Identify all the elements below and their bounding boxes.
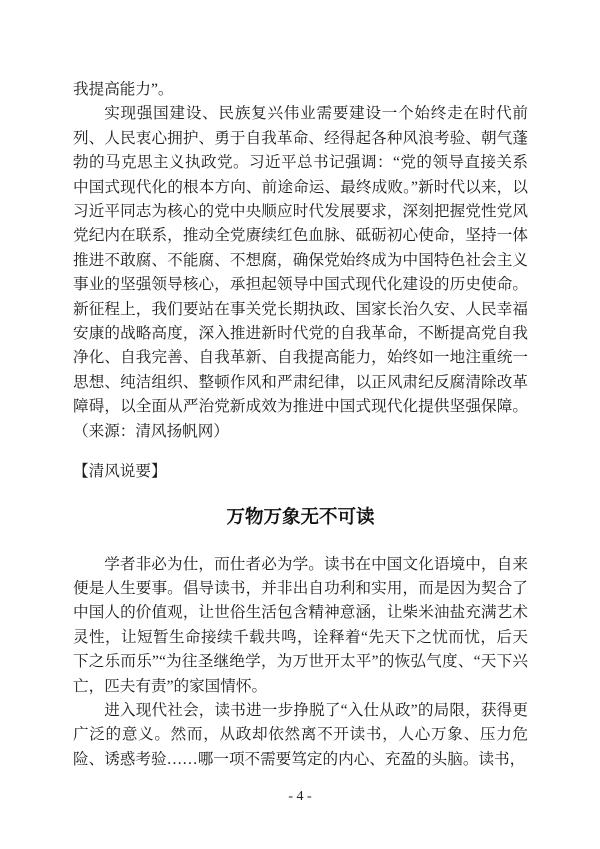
paragraph-modern-society: 进入现代社会，读书进一步挣脱了“入仕从政”的局限，获得更广泛的意义。然而，从政却依然离不开读书，人心万象、压力危险、诱惑考验……哪一项不需要笃定的内心、充盈的头脑。读书， bbox=[73, 701, 528, 768]
article-title: 万物万象无不可读 bbox=[226, 507, 375, 528]
paragraph-reading-culture: 学者非必为仕，而仕者必为学。读书在中国文化语境中，自来便是人生要事。倡导读书，并非出自功利和实用，而是因为契合了中国人的价值观，让世俗生活包含精神意涵，让柴米油盐充满艺术灵性，让短暂生命接续千载共鸣，诠释着“先天下之忧而忧，后天下之乐而乐”“为往圣继绝学，为万世开太平”的恢弘气度、“天下兴亡，匹夫有责”的家国情怀。 bbox=[73, 555, 528, 695]
page-number: - 4 - bbox=[288, 789, 312, 804]
page-body bbox=[73, 78, 528, 772]
paragraph-party-building: 实现强国建设、民族复兴伟业需要建设一个始终走在时代前列、人民衷心拥护、勇于自我革命、经得起各种风浪考验、朝气蓬勃的马克思主义执政党。习近平总书记强调：“党的领导直接关系中国式现代化的根本方向、前途命运、最终成败。”新时代以来，以习近平同志为核心的党中央顺应时代发展要求，深刻把握党性党风党纪内在联系，推动全党赓续红色血脉、砥砺初心使命，坚持一体推进不敢腐、不能腐、不想腐，确保党始终成为中国特色社会主义事业的坚强领导核心，承担起领导中国式现代化建设的历史使命。新征程上，我们要站在事关党长期执政、国家长治久安、人民幸福安康的战略高度，深入推进新时代党的自我革命，不断提高党自我净化、自我完善、自我革新、自我提高能力，始终如一地注重统一思想、纯洁组织、整顿作风和严肃纪律，以正风肃纪反腐清除改革障碍，以全面从严治党新成效为推进中国式现代化提供坚强保障。（来源：清风扬帆网） bbox=[73, 105, 528, 440]
paragraph-continuation: 我提高能力”。 bbox=[73, 81, 174, 98]
section-label: 【清风说要】 bbox=[73, 463, 167, 481]
